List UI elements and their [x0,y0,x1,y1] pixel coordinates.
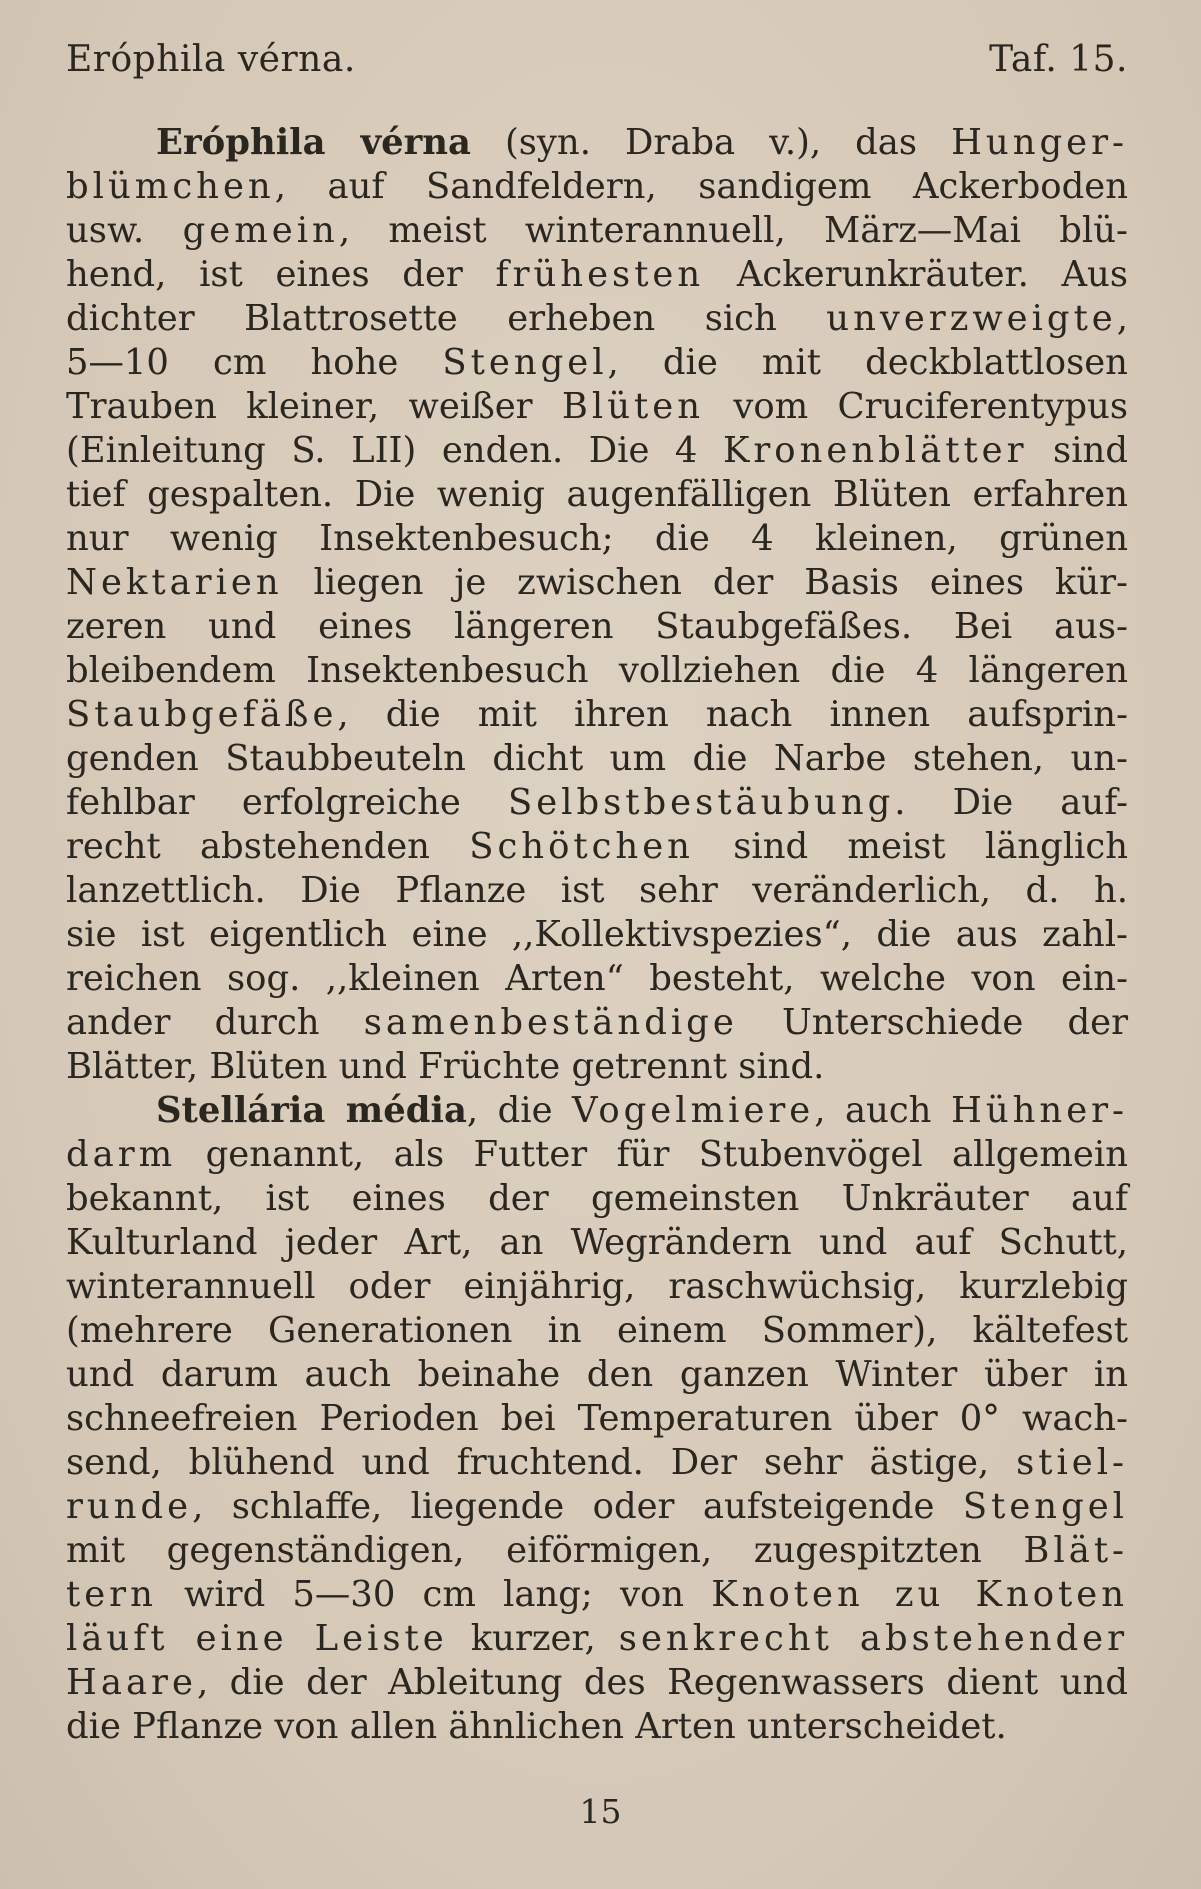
spaced-emphasis: Kronenblätter [722,430,1028,471]
text-line [66,1045,1128,1089]
text-segment: Trauben kleiner, weißer [66,386,562,427]
spaced-emphasis: Nektarien [66,562,283,603]
text-line [66,693,1128,737]
text-line [66,869,1128,913]
text-segment: dichter Blattrosette erheben sich [66,298,827,339]
text-segment: Blätter, Blüten und Früchte getrennt sind. [66,1046,825,1087]
text-line [66,1265,1128,1309]
text-line [66,121,1128,165]
spaced-emphasis: blümchen [66,166,275,207]
text-segment: schneefreien Perioden bei Temperaturen über 0° wach- [66,1398,1128,1439]
text-segment: ander durch [66,1002,364,1043]
text-line [66,209,1128,253]
text-segment: fehlbar erfolgreiche [66,782,508,823]
spaced-emphasis: Blüten [561,386,705,427]
text-segment: usw. [66,210,183,251]
text-segment: bekannt, ist eines der gemeinsten Unkräuter auf [66,1178,1128,1219]
text-segment: kurzer, [447,1618,619,1659]
running-head [66,38,1128,82]
text-segment: , auch [814,1090,951,1131]
spaced-emphasis: darm [66,1134,177,1175]
text-segment: mit gegenständigen, eiförmigen, zugespitzten [66,1530,1024,1571]
text-line [66,561,1128,605]
text-segment: genden Staubbeuteln dicht um die Narbe stehen, un- [66,738,1128,779]
text-segment: liegen je zwischen der Basis eines kür- [282,562,1128,603]
text-line [66,1485,1128,1529]
species-name: Stellária média [156,1090,467,1131]
text-segment: 5—10 cm hohe [66,342,443,383]
text-line [66,1573,1128,1617]
spaced-emphasis: Vogelmiere [572,1090,815,1131]
text-segment: send, blühend und fruchtend. Der sehr ästige, [66,1442,1017,1483]
spaced-emphasis: frühesten [495,254,705,295]
spaced-emphasis: stiel- [1016,1442,1128,1483]
running-head-plate-number: Taf. 15. [989,39,1128,80]
text-segment: bleibendem Insektenbesuch vollziehen die 4 längeren [66,650,1128,691]
text-segment: reichen sog. ,,kleinen Arten“ besteht, welche von ein- [66,958,1128,999]
text-line [66,429,1128,473]
text-segment: Ackerunkräuter. Aus [704,254,1128,295]
text-segment: , die mit ihren nach innen aufsprin- [337,694,1128,735]
text-line [66,1177,1128,1221]
text-line [66,1133,1128,1177]
text-line [66,957,1128,1001]
text-line [66,1221,1128,1265]
spaced-emphasis: Stengel [962,1486,1128,1527]
page-number: 15 [579,1792,622,1831]
text-segment: , schlaffe, liegende oder aufsteigende [192,1486,963,1527]
spaced-emphasis: Hunger- [951,122,1128,163]
text-segment: genannt, als Futter für Stubenvögel allgemein [176,1134,1128,1175]
text-segment: , [1116,298,1128,339]
text-segment: vom Cruciferentypus [704,386,1129,427]
text-line [66,1397,1128,1441]
spaced-emphasis: tern [66,1574,157,1615]
text-line [66,165,1128,209]
spaced-emphasis: Selbstbestäubung [507,782,895,823]
text-line [66,1529,1128,1573]
body-text [66,121,1128,1749]
spaced-emphasis: Blät- [1023,1530,1128,1571]
text-segment: , die der Ableitung des Regenwassers dient und [196,1662,1128,1703]
text-segment: nur wenig Insektenbesuch; die 4 kleinen, grünen [66,518,1128,559]
spaced-emphasis: Hühner- [950,1090,1129,1131]
text-segment: tief gespalten. Die wenig augenfälligen Blüten erfahren [66,474,1128,515]
text-line [66,1441,1128,1485]
text-segment: recht abstehenden [66,826,470,867]
text-segment: winterannuell oder einjährig, raschwüchsig, kurzlebig [66,1266,1128,1307]
text-line [66,341,1128,385]
spaced-emphasis: senkrecht abstehender [618,1618,1129,1659]
spaced-emphasis: Schötchen [469,826,694,867]
spaced-emphasis: gemein [182,210,339,251]
text-segment: zeren und eines längeren Staubgefäßes. Bei aus- [66,606,1128,647]
text-line [66,649,1128,693]
text-segment: sie ist eigentlich eine ,,Kollektivspezies“, die aus zahl- [66,914,1128,955]
text-line [66,1089,1128,1133]
text-segment: wird 5—30 cm lang; von [156,1574,712,1615]
text-line [66,1001,1128,1045]
spaced-emphasis: läuft eine Leiste [66,1618,448,1659]
spaced-emphasis: Stengel [442,342,608,383]
text-line [66,1353,1128,1397]
text-segment: lanzettlich. Die Pflanze ist sehr veränderlich, d. h. [66,870,1128,911]
text-line [66,1617,1128,1661]
text-line [66,253,1128,297]
running-head-title: Eróphila vérna. [66,39,356,80]
text-line [66,385,1128,429]
text-segment: , die [466,1090,573,1131]
text-segment: sind meist länglich [693,826,1128,867]
text-segment: die Pflanze von allen ähnlichen Arten unterscheidet. [66,1706,1007,1747]
text-segment: , auf Sandfeldern, sandigem Ackerboden [274,166,1128,207]
text-segment: , die mit deckblattlosen [607,342,1128,383]
text-line [66,1309,1128,1353]
text-segment: (syn. Draba v.), das [470,122,952,163]
text-line [66,737,1128,781]
spaced-emphasis: Staubgefäße [66,694,338,735]
text-segment: . Die auf- [894,782,1128,823]
text-line [66,473,1128,517]
text-segment: (Einleitung S. LII) enden. Die 4 [66,430,723,471]
text-segment: (mehrere Generationen in einem Sommer), kältefest [66,1310,1128,1351]
text-segment: sind [1027,430,1128,471]
text-line [66,1661,1128,1705]
text-line [66,781,1128,825]
text-segment: , meist winterannuell, März—Mai blü- [338,210,1128,251]
spaced-emphasis: samenbeständige [363,1002,738,1043]
text-segment: und darum auch beinahe den ganzen Winter über in [66,1354,1128,1395]
text-line [66,517,1128,561]
spaced-emphasis: Knoten zu Knoten [711,1574,1129,1615]
text-line [66,913,1128,957]
text-line [66,825,1128,869]
spaced-emphasis: unverzweigte [826,298,1117,339]
text-line [66,297,1128,341]
spaced-emphasis: runde [66,1486,193,1527]
species-name: Eróphila vérna [156,122,471,163]
text-segment: Unterschiede der [737,1002,1129,1043]
text-segment: Kulturland jeder Art, an Wegrändern und auf Schutt, [66,1222,1128,1263]
text-line [66,1705,1128,1749]
text-segment: hend, ist eines der [66,254,496,295]
text-line [66,605,1128,649]
spaced-emphasis: Haare [66,1662,197,1703]
